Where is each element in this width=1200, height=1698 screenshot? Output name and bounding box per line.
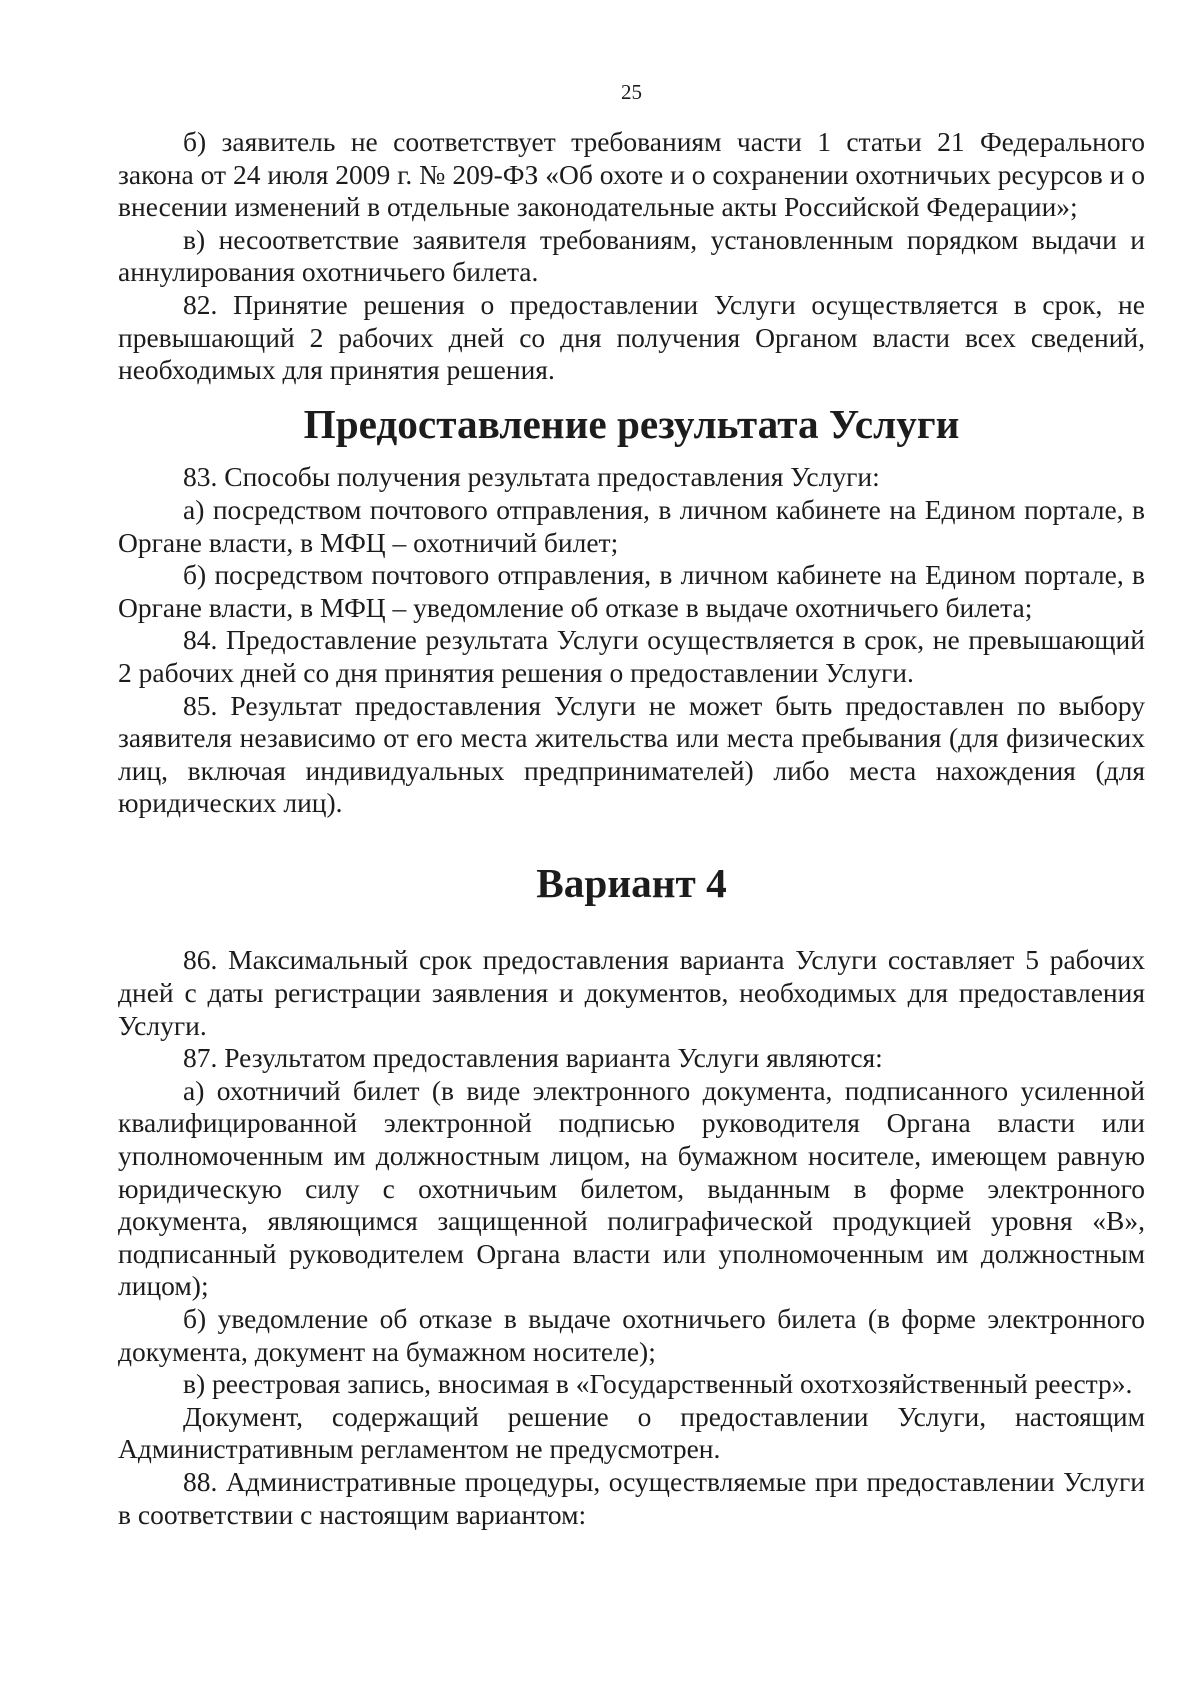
page-number: 25 <box>621 80 642 104</box>
paragraph-83-a: а) посредством почтового отправления, в личном кабинете на Едином портале, в Органе власти, в МФЦ – охотничий билет; <box>118 493 1145 558</box>
paragraph-87-a: а) охотничий билет (в виде электронного документа, подписанного усиленной квалифицированной электронной подписью руководителя Органа власти или уполномоченным им должностным лицом, на бумажном носителе, имеющем равную юридическую силу с охотничьим билетом, выданным в форме электронного документа, являющимся защищенной полиграфической продукцией уровня «В», подписанный руководителем Органа власти или уполномоченным им должностным лицом); <box>118 1074 1145 1302</box>
paragraph-v-nonconformity: в) несоответствие заявителя требованиям, установленным порядком выдачи и аннулирования охотничьего билета. <box>118 223 1145 288</box>
section-heading-variant-4: Вариант 4 <box>536 859 727 906</box>
paragraph-87-b: б) уведомление об отказе в выдаче охотничьего билета (в форме электронного документа, документ на бумажном носителе); <box>118 1303 1145 1367</box>
document-page <box>118 80 1145 1531</box>
paragraph-87: 87. Результатом предоставления варианта Услуги являются: <box>183 1042 883 1074</box>
paragraph-87-v: в) реестровая запись, вносимая в «Государственный охотхозяйственный реестр». <box>183 1368 1133 1400</box>
paragraph-83-b: б) посредством почтового отправления, в личном кабинете на Едином портале, в Органе власти, в МФЦ – уведомление об отказе в выдаче охотничьего билета; <box>118 559 1145 623</box>
paragraph-88: 88. Административные процедуры, осуществляемые при предоставлении Услуги в соответствии с настоящим вариантом: <box>118 1465 1145 1530</box>
paragraph-83: 83. Способы получения результата предоставления Услуги: <box>183 461 880 493</box>
paragraph-82: 82. Принятие решения о предоставлении Услуги осуществляется в срок, не превышающий 2 рабочих дней со дня получения Органом власти всех сведений, необходимых для принятия решения. <box>118 288 1145 386</box>
paragraph-84: 84. Предоставление результата Услуги осуществляется в срок, не превышающий 2 рабочих дней со дня принятия решения о предоставлении Услуги. <box>118 624 1145 688</box>
section-heading-result: Предоставление результата Услуги <box>303 400 960 447</box>
paragraph-85: 85. Результат предоставления Услуги не может быть предоставлен по выбору заявителя независимо от его места жительства или места пребывания (для физических лиц, включая индивидуальных предпринимателей) либо места нахождения (для юридических лиц). <box>118 689 1145 819</box>
paragraph-86: 86. Максимальный срок предоставления варианта Услуги составляет 5 рабочих дней с даты регистрации заявления и документов, необходимых для предоставления Услуги. <box>118 944 1145 1041</box>
paragraph-decision-document: Документ, содержащий решение о предоставлении Услуги, настоящим Административным регламентом не предусмотрен. <box>118 1400 1145 1465</box>
paragraph-b-applicant-requirements: б) заявитель не соответствует требованиям части 1 статьи 21 Федерального закона от 24 июля 2009 г. № 209-ФЗ «Об охоте и о сохранении охотничьих ресурсов и о внесении изменений в отдельные законодательные акты Российской Федерации»; <box>118 126 1145 223</box>
